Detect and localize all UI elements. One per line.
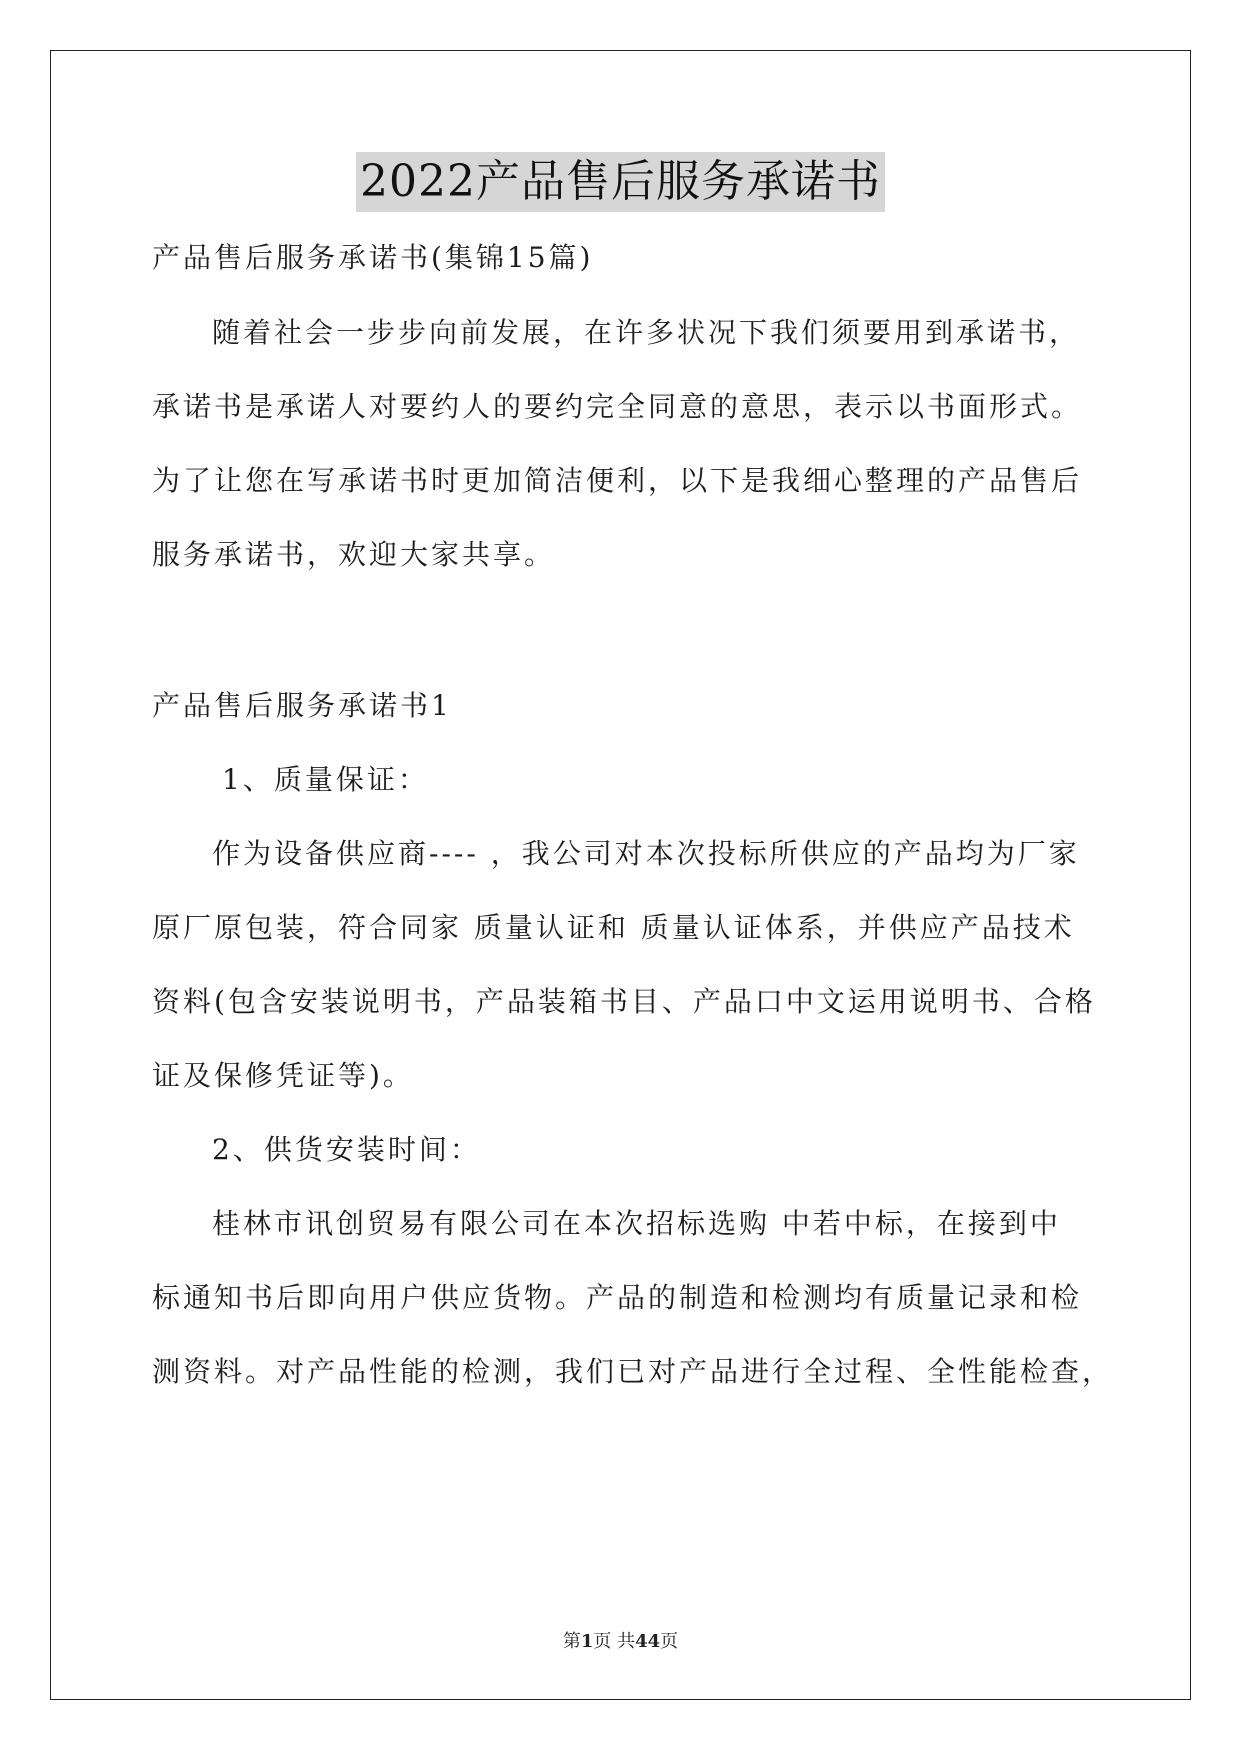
item1-line: 资料(包含安装说明书，产品装箱书目、产品口中文运用说明书、合格 <box>152 985 1096 1018</box>
footer-suffix: 页 <box>660 1631 679 1652</box>
item2-heading: 2、供货安装时间： <box>212 1133 481 1166</box>
title-block <box>0 152 1241 212</box>
total-pages-number: 44 <box>635 1631 661 1652</box>
footer-prefix: 第 <box>562 1631 581 1652</box>
intro-line: 为了让您在写承诺书时更加简洁便利，以下是我细心整理的产品售后 <box>152 464 1083 497</box>
document-title: 2022产品售后服务承诺书 <box>356 152 885 212</box>
item1-heading: 1、质量保证： <box>222 763 429 796</box>
item1-line: 作为设备供应商---- ，我公司对本次投标所供应的产品均为厂家 <box>212 837 1080 870</box>
footer-mid: 页 共 <box>593 1631 636 1652</box>
item2-line: 测资料。对产品性能的检测，我们已对产品进行全过程、全性能检查， <box>152 1355 1114 1388</box>
item2-line: 桂林市讯创贸易有限公司在本次招标选购 中若中标，在接到中 <box>212 1207 1061 1240</box>
section-heading: 产品售后服务承诺书1 <box>152 689 452 722</box>
page-border <box>50 50 1191 1700</box>
current-page-number: 1 <box>580 1631 594 1652</box>
intro-line: 随着社会一步步向前发展，在许多状况下我们须要用到承诺书， <box>212 316 1081 349</box>
intro-line: 承诺书是承诺人对要约人的要约完全同意的意思，表示以书面形式。 <box>152 390 1083 423</box>
page-footer <box>0 1630 1241 1654</box>
document-subtitle: 产品售后服务承诺书(集锦15篇) <box>152 241 594 274</box>
item2-line: 标通知书后即向用户供应货物。产品的制造和检测均有质量记录和检 <box>152 1281 1083 1314</box>
item1-line: 原厂原包装，符合同家 质量认证和 质量认证体系，并供应产品技术 <box>152 911 1075 944</box>
intro-line: 服务承诺书，欢迎大家共享。 <box>152 538 556 571</box>
item1-line: 证及保修凭证等)。 <box>152 1059 414 1092</box>
